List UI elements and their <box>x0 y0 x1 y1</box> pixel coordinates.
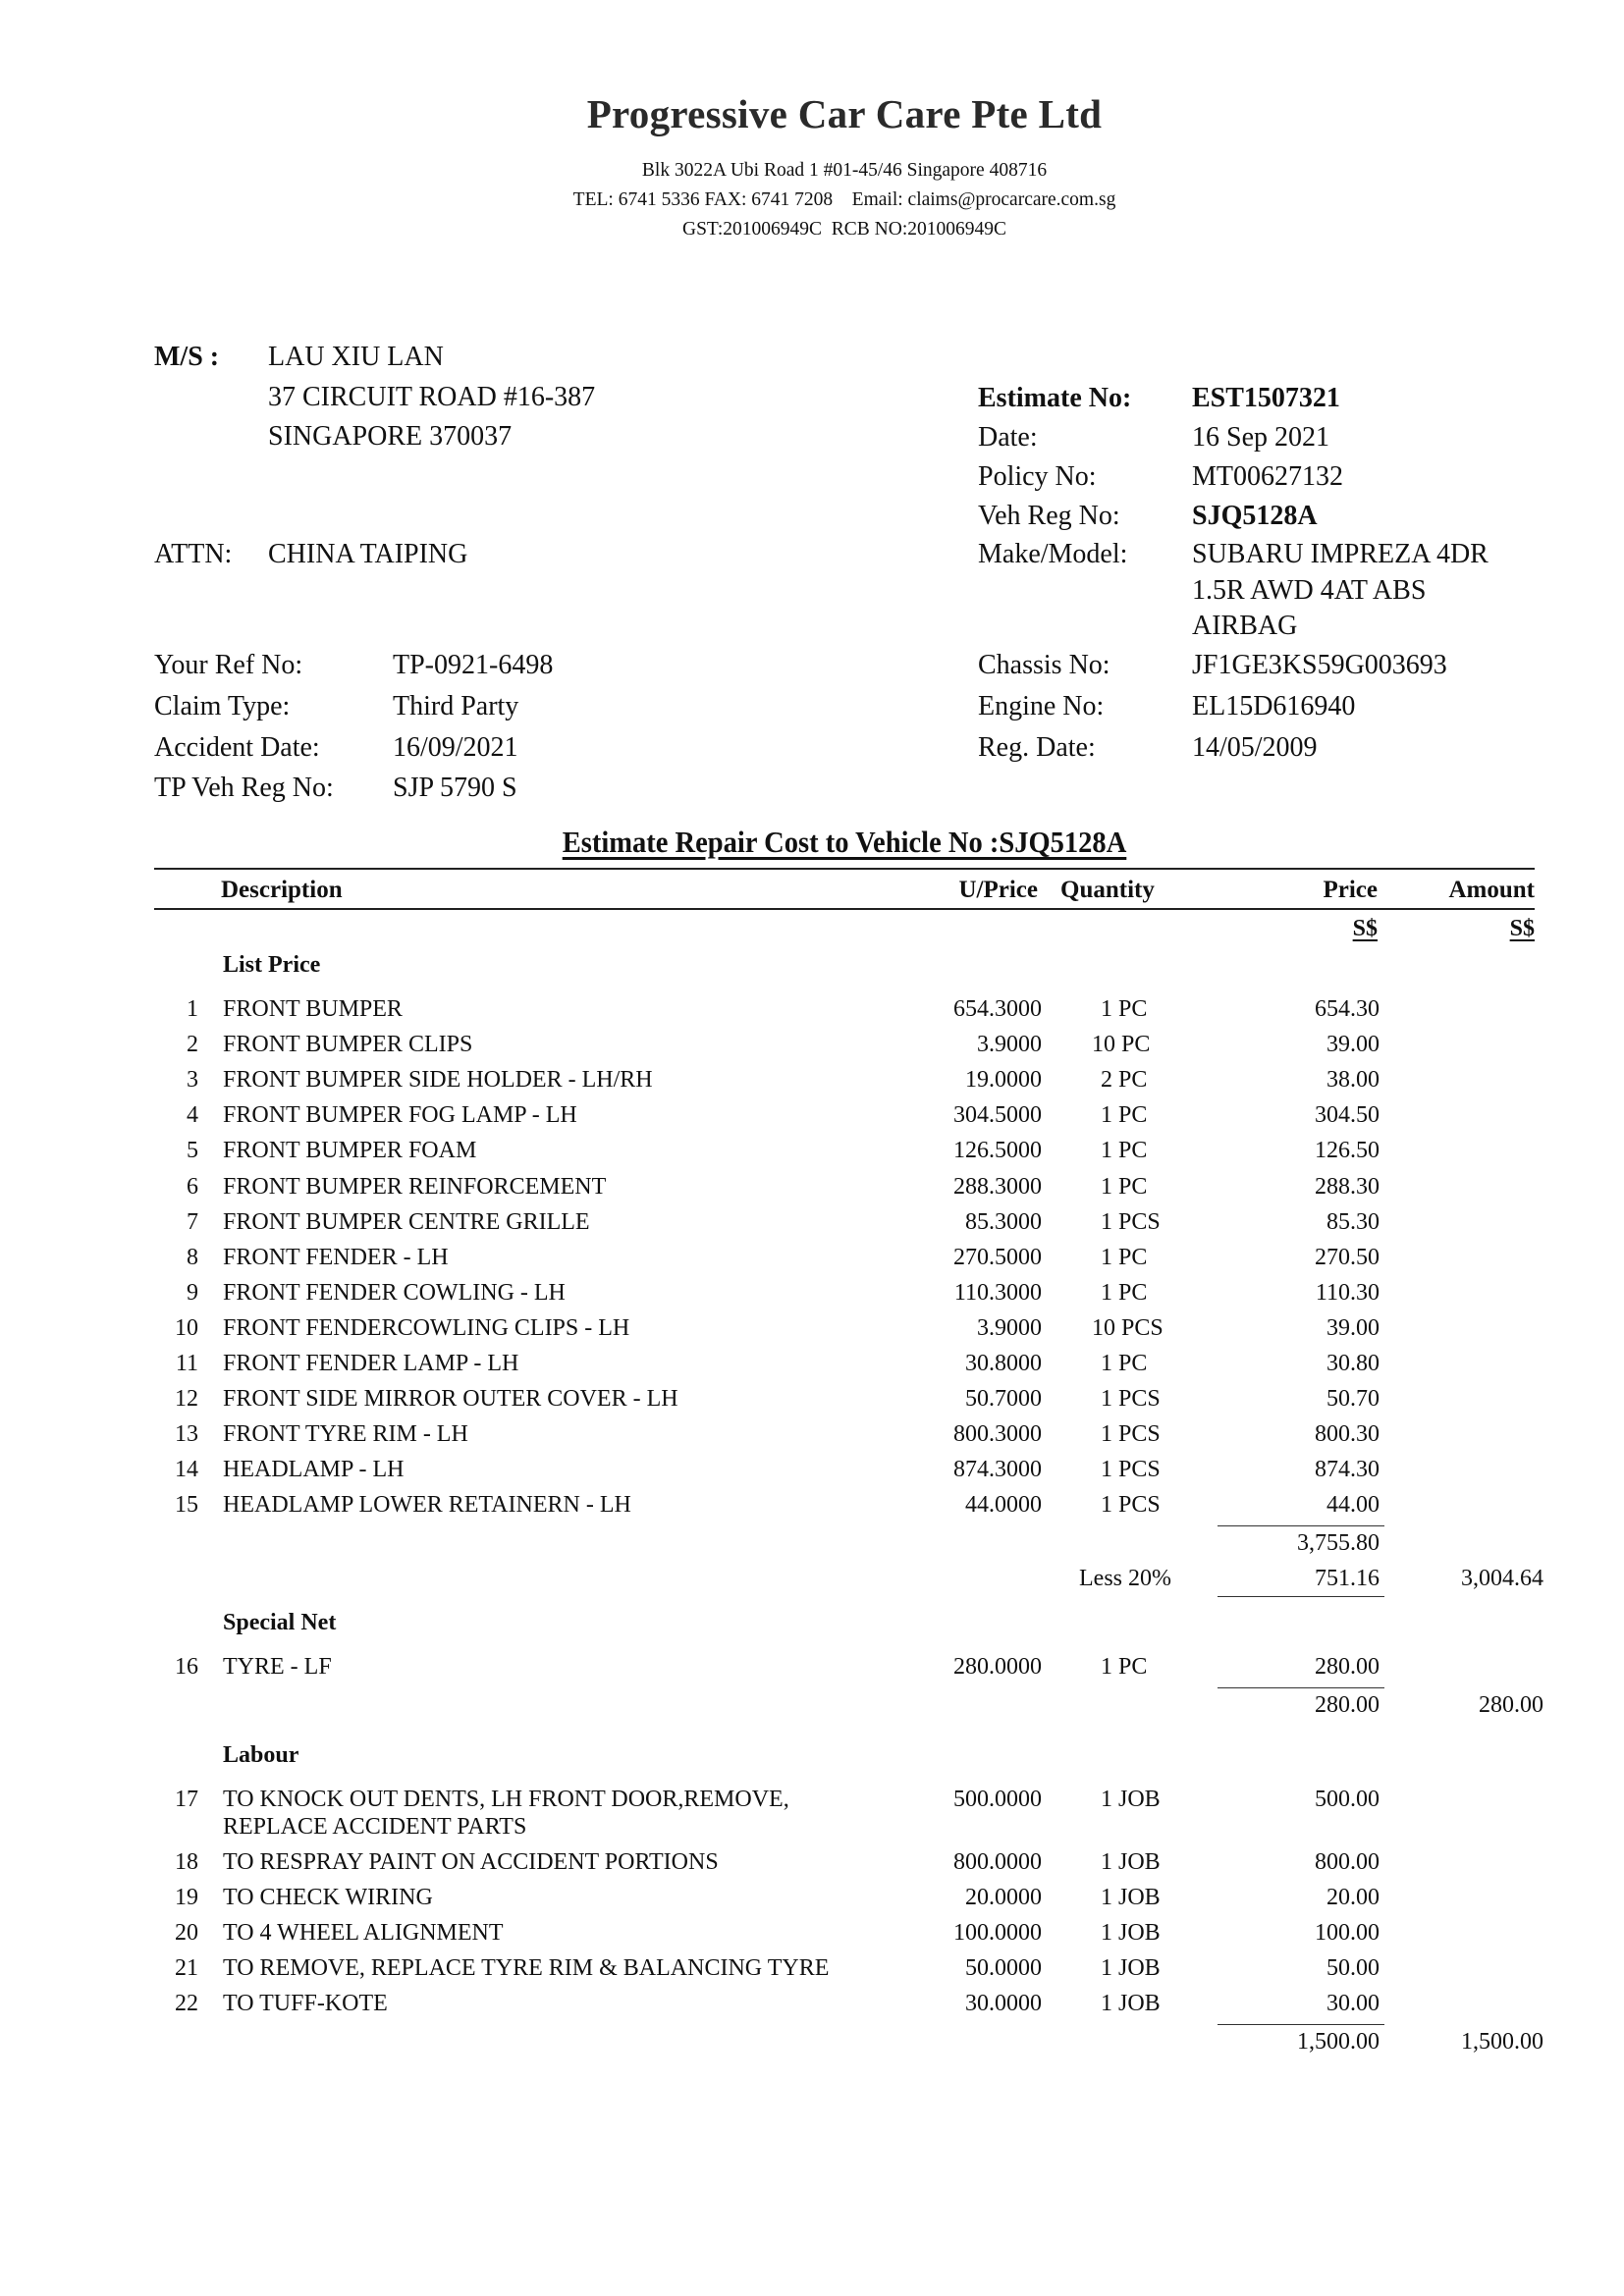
row-unit-price: 270.5000 <box>953 1244 1042 1270</box>
row-quantity: 10 PCS <box>1092 1314 1164 1341</box>
row-unit-price: 85.3000 <box>965 1208 1042 1235</box>
section-amount: 1,500.00 <box>1461 2029 1543 2055</box>
row-number: 14 <box>175 1457 198 1483</box>
row-unit-price: 304.5000 <box>953 1102 1042 1129</box>
attn-label: ATTN: <box>154 539 233 569</box>
row-quantity: 1 PCS <box>1101 1492 1161 1519</box>
section-header-labour: Labour <box>223 1742 299 1768</box>
row-unit-price: 280.0000 <box>953 1654 1042 1680</box>
section-subtotal: 3,755.80 <box>1297 1530 1380 1557</box>
policy-no-value: MT00627132 <box>1192 461 1343 492</box>
reg-date-label: Reg. Date: <box>978 732 1096 763</box>
row-number: 17 <box>175 1787 198 1812</box>
header-bottom-rule <box>154 908 1535 910</box>
section-header-list-price: List Price <box>223 952 321 978</box>
row-quantity: 1 JOB <box>1101 1920 1161 1946</box>
row-description: TO TUFF-KOTE <box>223 1991 388 2016</box>
row-price: 654.30 <box>1315 996 1380 1022</box>
row-description: FRONT FENDER COWLING - LH <box>223 1279 566 1306</box>
row-description: TO CHECK WIRING <box>223 1885 433 1910</box>
row-number: 2 <box>187 1032 198 1058</box>
row-description: FRONT BUMPER <box>223 996 403 1022</box>
customer-address-line2: SINGAPORE 370037 <box>268 421 513 452</box>
row-description: FRONT BUMPER SIDE HOLDER - LH/RH <box>223 1067 653 1094</box>
row-unit-price: 800.3000 <box>953 1421 1042 1448</box>
row-number: 10 <box>175 1314 198 1341</box>
row-description: FRONT FENDER - LH <box>223 1244 449 1270</box>
row-number: 21 <box>175 1955 198 1981</box>
estimate-no-value: EST1507321 <box>1192 383 1340 413</box>
attn-value: CHINA TAIPING <box>268 539 468 569</box>
accident-date-label: Accident Date: <box>154 732 320 763</box>
row-unit-price: 288.3000 <box>953 1173 1042 1200</box>
row-price: 110.30 <box>1315 1279 1380 1306</box>
row-unit-price: 126.5000 <box>953 1138 1042 1164</box>
row-price: 304.50 <box>1315 1102 1380 1129</box>
row-quantity: 1 PC <box>1101 996 1148 1022</box>
discount-rule <box>1218 1596 1384 1597</box>
row-quantity: 1 PCS <box>1101 1208 1161 1235</box>
row-price: 500.00 <box>1315 1787 1380 1812</box>
make-model-value: SUBARU IMPREZA 4DR <box>1192 539 1489 569</box>
row-price: 50.00 <box>1326 1955 1380 1981</box>
row-number: 1 <box>187 996 198 1022</box>
make-model-value-line3: AIRBAG <box>1192 611 1298 641</box>
row-number: 12 <box>175 1386 198 1413</box>
row-price: 288.30 <box>1315 1173 1380 1200</box>
section-subtotal: 280.00 <box>1315 1692 1380 1718</box>
row-quantity: 1 JOB <box>1101 1955 1161 1981</box>
claim-type-value: Third Party <box>393 691 519 721</box>
estimate-table-title: Estimate Repair Cost to Vehicle No :SJQ5128A <box>562 825 1127 859</box>
row-quantity: 10 PC <box>1092 1032 1151 1058</box>
row-number: 18 <box>175 1849 198 1875</box>
row-price: 39.00 <box>1326 1314 1380 1341</box>
make-model-label: Make/Model: <box>978 539 1128 569</box>
row-quantity: 1 PC <box>1101 1654 1148 1680</box>
col-header-uprice: U/Price <box>958 877 1038 903</box>
row-unit-price: 874.3000 <box>953 1457 1042 1483</box>
row-price: 30.00 <box>1326 1991 1380 2016</box>
col-header-amount: Amount <box>1448 877 1535 903</box>
veh-reg-no-label: Veh Reg No: <box>978 501 1120 531</box>
row-description: TO KNOCK OUT DENTS, LH FRONT DOOR,REMOVE, <box>223 1787 789 1812</box>
ms-label: M/S : <box>154 342 220 372</box>
col-header-description: Description <box>221 877 343 903</box>
discount-value: 751.16 <box>1315 1566 1380 1592</box>
row-price: 20.00 <box>1326 1885 1380 1910</box>
your-ref-no-value: TP-0921-6498 <box>393 650 554 680</box>
company-name: Progressive Car Care Pte Ltd <box>586 91 1103 136</box>
section-amount: 280.00 <box>1479 1692 1543 1718</box>
row-number: 8 <box>187 1244 198 1270</box>
row-price: 280.00 <box>1315 1654 1380 1680</box>
row-unit-price: 50.7000 <box>965 1386 1042 1413</box>
row-description: FRONT BUMPER CENTRE GRILLE <box>223 1208 590 1235</box>
row-number: 3 <box>187 1067 198 1094</box>
row-description: TO REMOVE, REPLACE TYRE RIM & BALANCING TYRE <box>223 1955 830 1981</box>
veh-reg-no-value: SJQ5128A <box>1192 501 1318 531</box>
date-value: 16 Sep 2021 <box>1192 422 1329 453</box>
row-unit-price: 3.9000 <box>977 1032 1042 1058</box>
row-quantity: 1 PC <box>1101 1351 1148 1376</box>
amount-currency: S$ <box>1509 916 1535 941</box>
row-description: HEADLAMP LOWER RETAINERN - LH <box>223 1492 631 1519</box>
col-header-quantity: Quantity <box>1060 877 1155 903</box>
row-unit-price: 30.8000 <box>965 1351 1042 1376</box>
row-number: 5 <box>187 1138 198 1164</box>
row-description-line2: REPLACE ACCIDENT PARTS <box>223 1814 527 1840</box>
row-quantity: 1 PCS <box>1101 1386 1161 1413</box>
row-unit-price: 30.0000 <box>965 1991 1042 2016</box>
row-unit-price: 19.0000 <box>965 1067 1042 1094</box>
header-top-rule <box>154 868 1535 870</box>
your-ref-no-label: Your Ref No: <box>154 650 303 680</box>
row-description: FRONT BUMPER REINFORCEMENT <box>223 1173 607 1200</box>
row-price: 126.50 <box>1315 1138 1380 1164</box>
row-quantity: 1 JOB <box>1101 1787 1161 1812</box>
section-amount: 3,004.64 <box>1461 1566 1543 1592</box>
row-price: 30.80 <box>1326 1351 1380 1376</box>
row-quantity: 1 PCS <box>1101 1457 1161 1483</box>
claim-type-label: Claim Type: <box>154 691 291 721</box>
row-number: 7 <box>187 1208 198 1235</box>
row-quantity: 1 JOB <box>1101 1849 1161 1875</box>
row-quantity: 1 PC <box>1101 1244 1148 1270</box>
row-description: TYRE - LF <box>223 1654 332 1680</box>
row-quantity: 1 PC <box>1101 1173 1148 1200</box>
row-description: FRONT BUMPER FOG LAMP - LH <box>223 1102 577 1129</box>
row-price: 44.00 <box>1326 1492 1380 1519</box>
row-description: FRONT TYRE RIM - LH <box>223 1421 468 1448</box>
row-number: 11 <box>175 1351 198 1376</box>
customer-name: LAU XIU LAN <box>268 342 444 372</box>
row-description: FRONT BUMPER CLIPS <box>223 1032 473 1058</box>
make-model-value-line2: 1.5R AWD 4AT ABS <box>1192 575 1427 606</box>
price-currency: S$ <box>1352 916 1378 941</box>
col-header-price: Price <box>1323 877 1378 903</box>
row-quantity: 1 JOB <box>1101 1885 1161 1910</box>
engine-no-label: Engine No: <box>978 691 1105 721</box>
row-unit-price: 20.0000 <box>965 1885 1042 1910</box>
customer-address-line1: 37 CIRCUIT ROAD #16-387 <box>268 382 596 412</box>
row-unit-price: 50.0000 <box>965 1955 1042 1981</box>
company-contact: TEL: 6741 5336 FAX: 6741 7208 Email: claims@procarcare.com.sg <box>572 189 1116 210</box>
row-number: 16 <box>175 1654 198 1680</box>
chassis-no-label: Chassis No: <box>978 650 1110 680</box>
row-price: 270.50 <box>1315 1244 1380 1270</box>
engine-no-value: EL15D616940 <box>1192 691 1356 721</box>
row-price: 800.30 <box>1315 1421 1380 1448</box>
row-unit-price: 3.9000 <box>977 1314 1042 1341</box>
row-number: 15 <box>175 1492 198 1519</box>
estimate-no-label: Estimate No: <box>978 383 1132 413</box>
row-description: HEADLAMP - LH <box>223 1457 405 1483</box>
subtotal-rule <box>1218 1525 1384 1526</box>
row-price: 38.00 <box>1326 1067 1380 1094</box>
row-price: 800.00 <box>1315 1849 1380 1875</box>
row-unit-price: 654.3000 <box>953 996 1042 1022</box>
row-number: 9 <box>187 1279 198 1306</box>
section-subtotal: 1,500.00 <box>1297 2029 1380 2055</box>
subtotal-rule <box>1218 2024 1384 2025</box>
row-price: 100.00 <box>1315 1920 1380 1946</box>
row-unit-price: 800.0000 <box>953 1849 1042 1875</box>
tp-veh-reg-no-value: SJP 5790 S <box>393 773 517 803</box>
tp-veh-reg-no-label: TP Veh Reg No: <box>154 773 334 803</box>
row-quantity: 1 PC <box>1101 1279 1148 1306</box>
company-address: Blk 3022A Ubi Road 1 #01-45/46 Singapore 408716 <box>641 160 1048 181</box>
row-number: 20 <box>175 1920 198 1946</box>
row-price: 50.70 <box>1326 1386 1380 1413</box>
row-number: 6 <box>187 1173 198 1200</box>
row-unit-price: 100.0000 <box>953 1920 1042 1946</box>
row-number: 13 <box>175 1421 198 1448</box>
row-description: FRONT BUMPER FOAM <box>223 1138 477 1164</box>
row-quantity: 1 PC <box>1101 1138 1148 1164</box>
row-unit-price: 44.0000 <box>965 1492 1042 1519</box>
discount-label: Less 20% <box>1079 1566 1171 1592</box>
subtotal-rule <box>1218 1687 1384 1688</box>
row-unit-price: 110.3000 <box>953 1279 1042 1306</box>
reg-date-value: 14/05/2009 <box>1192 732 1318 763</box>
row-unit-price: 500.0000 <box>953 1787 1042 1812</box>
row-number: 19 <box>175 1885 198 1910</box>
row-quantity: 2 PC <box>1101 1067 1148 1094</box>
accident-date-value: 16/09/2021 <box>393 732 518 763</box>
row-description: FRONT FENDERCOWLING CLIPS - LH <box>223 1314 630 1341</box>
row-description: TO 4 WHEEL ALIGNMENT <box>223 1920 504 1946</box>
company-registration: GST:201006949C RCB NO:201006949C <box>681 219 1007 240</box>
row-price: 874.30 <box>1315 1457 1380 1483</box>
row-number: 22 <box>175 1991 198 2016</box>
row-price: 85.30 <box>1326 1208 1380 1235</box>
row-quantity: 1 JOB <box>1101 1991 1161 2016</box>
row-number: 4 <box>187 1102 198 1129</box>
row-price: 39.00 <box>1326 1032 1380 1058</box>
section-header-special-net: Special Net <box>223 1610 337 1635</box>
row-description: FRONT FENDER LAMP - LH <box>223 1351 519 1376</box>
row-description: TO RESPRAY PAINT ON ACCIDENT PORTIONS <box>223 1849 719 1875</box>
row-quantity: 1 PC <box>1101 1102 1148 1129</box>
chassis-no-value: JF1GE3KS59G003693 <box>1192 650 1447 680</box>
row-quantity: 1 PCS <box>1101 1421 1161 1448</box>
row-description: FRONT SIDE MIRROR OUTER COVER - LH <box>223 1386 678 1413</box>
policy-no-label: Policy No: <box>978 461 1097 492</box>
date-label: Date: <box>978 422 1038 453</box>
